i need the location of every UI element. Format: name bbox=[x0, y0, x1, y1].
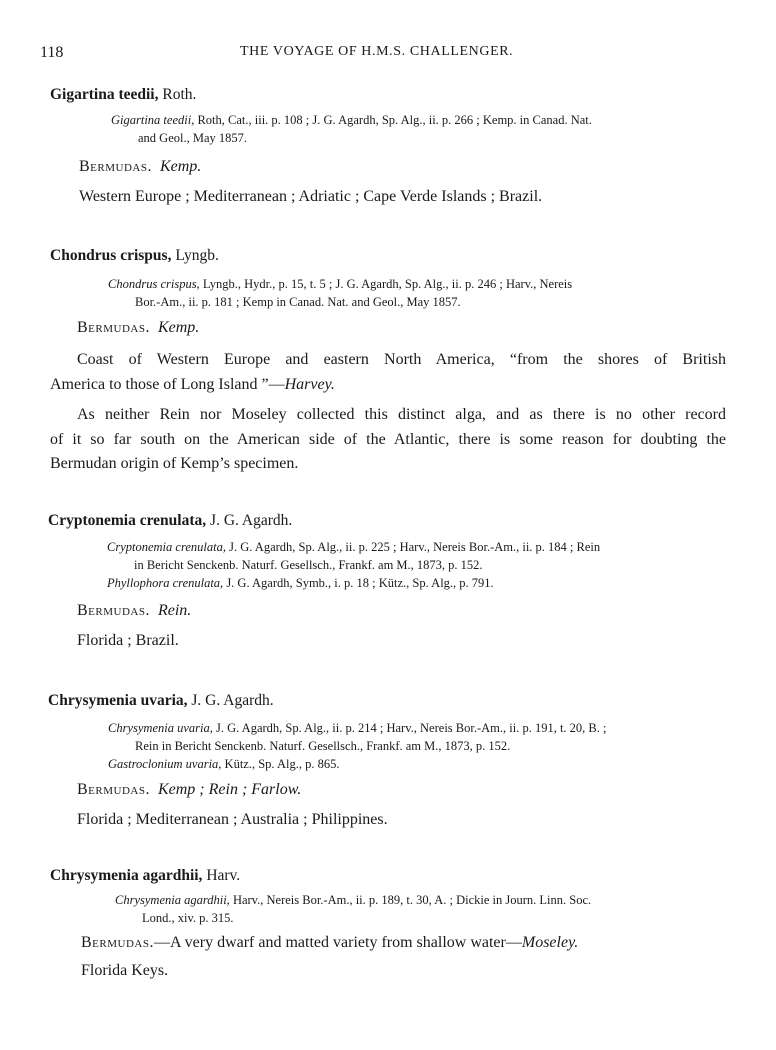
locality-line: Bermudas. Kemp. bbox=[77, 319, 200, 336]
reference-citation: Chrysymenia uvaria, J. G. Agardh, Sp. Alg., ii. p. 214 ; Harv., Nereis Bor.-Am., ii. p. 191, t. 20, B. ; Rein in Bericht Senckenb. Naturf. Gesellsch., Frankf. am M., 1873, p. 152. Gastroclonium uvaria, Kütz., Sp. Alg., p. 865. bbox=[108, 721, 607, 771]
locality-line: Bermudas. Kemp. bbox=[79, 158, 202, 175]
distribution-line: Western Europe ; Mediterranean ; Adriatic ; Cape Verde Islands ; Brazil. bbox=[79, 188, 543, 205]
reference-citation: Chondrus crispus, Lyngb., Hydr., p. 15, t. 5 ; J. G. Agardh, Sp. Alg., ii. p. 246 ; Harv., Nereis Bor.-Am., ii. p. 181 ; Kemp in Canad. Nat. and Geol., May 1857. bbox=[108, 277, 573, 309]
species-name: Chondrus crispus, Lyngb. bbox=[50, 247, 219, 264]
locality-line: Bermudas. Kemp ; Rein ; Farlow. bbox=[77, 781, 302, 798]
page-header bbox=[40, 44, 740, 66]
distribution-line: Florida ; Brazil. bbox=[77, 632, 179, 649]
species-name: Chrysymenia agardhii, Harv. bbox=[50, 867, 241, 884]
reference-citation: Cryptonemia crenulata, J. G. Agardh, Sp. Alg., ii. p. 225 ; Harv., Nereis Bor.-Am., ii. p. 184 ; Rein in Bericht Senckenb. Naturf. Gesellsch., Frankf. am M., 1873, p. 152. Phyllophora crenulata, J. G. Agardh, Symb., i. p. 18 ; Kütz., Sp. Alg., p. 791. bbox=[107, 540, 601, 590]
reference-citation: Chrysymenia agardhii, Harv., Nereis Bor.-Am., ii. p. 189, t. 30, A. ; Dickie in Journ. Linn. Soc. Lond., xiv. p. 315. bbox=[115, 893, 592, 925]
note-paragraph: As neither Rein nor Moseley collected this distinct alga, and as there is no other record of it so far south on the American side of the Atlantic, there is some reason for doubting the Bermudan origin of Kemp’s specimen. bbox=[50, 406, 726, 472]
species-name: Gigartina teedii, Roth. bbox=[50, 86, 197, 103]
locality-line: Bermudas. Rein. bbox=[77, 602, 192, 619]
page-number: 118 bbox=[40, 44, 64, 61]
distribution-line: Florida ; Mediterranean ; Australia ; Philippines. bbox=[77, 811, 388, 828]
species-name: Cryptonemia crenulata, J. G. Agardh. bbox=[48, 512, 293, 529]
reference-citation: Gigartina teedii, Roth, Cat., iii. p. 108 ; J. G. Agardh, Sp. Alg., ii. p. 266 ; Kemp. in Canad. Nat. and Geol., May 1857. bbox=[111, 113, 592, 145]
species-name: Chrysymenia uvaria, J. G. Agardh. bbox=[48, 692, 274, 709]
running-title: THE VOYAGE OF H.M.S. CHALLENGER. bbox=[240, 44, 514, 59]
distribution-paragraph: Coast of Western Europe and eastern North America, “from the shores of British America to those of Long Island ”—Harvey. bbox=[50, 351, 726, 393]
locality-line: Bermudas.—A very dwarf and matted variety from shallow water—Moseley. bbox=[81, 934, 579, 951]
distribution-line: Florida Keys. bbox=[81, 962, 169, 979]
